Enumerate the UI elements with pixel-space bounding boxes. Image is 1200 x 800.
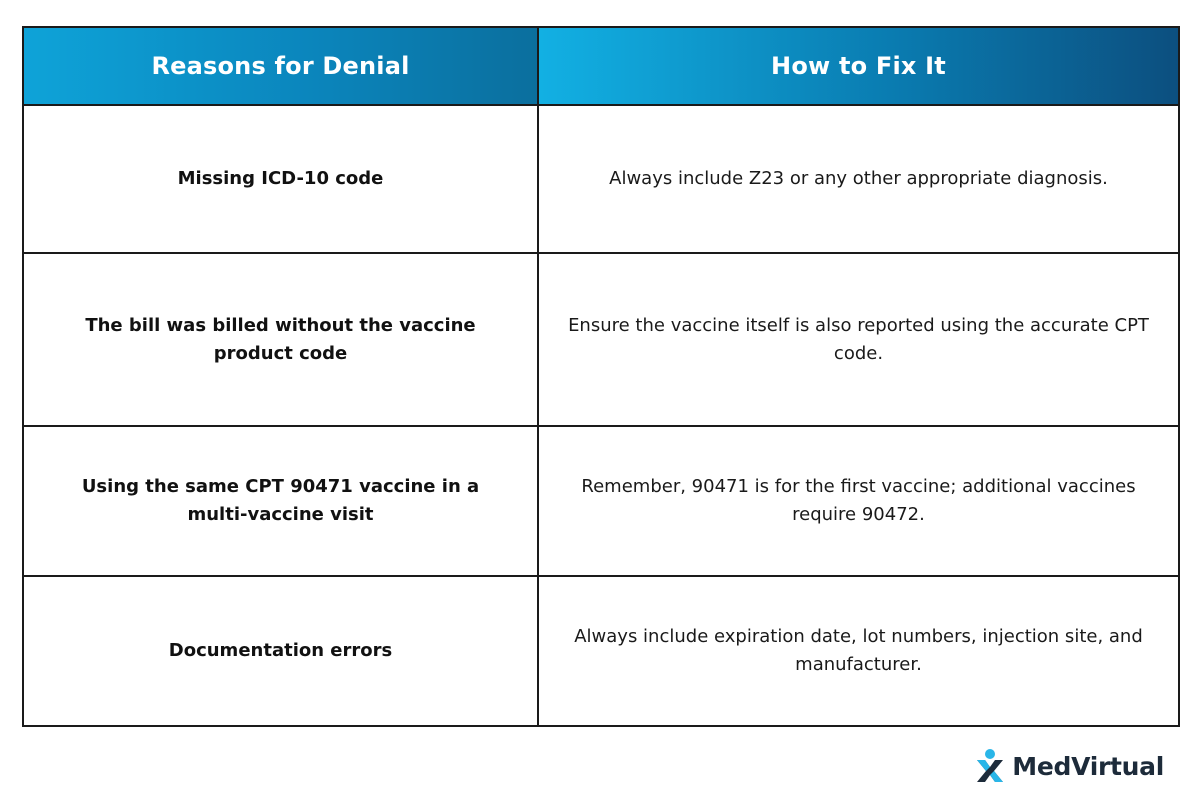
fix-cell: Ensure the vaccine itself is also reported using the accurate CPT code. bbox=[538, 253, 1179, 426]
fix-cell: Always include Z23 or any other appropriate diagnosis. bbox=[538, 105, 1179, 253]
table-row bbox=[23, 576, 1179, 726]
table-row bbox=[23, 253, 1179, 426]
medvirtual-logo bbox=[974, 744, 1164, 788]
denial-reason-cell: Missing ICD-10 code bbox=[23, 105, 538, 253]
fix-cell: Always include expiration date, lot numbers, injection site, and manufacturer. bbox=[538, 576, 1179, 726]
header-reasons-for-denial: Reasons for Denial bbox=[23, 27, 538, 105]
fix-cell: Remember, 90471 is for the first vaccine; additional vaccines require 90472. bbox=[538, 426, 1179, 576]
table-header-row bbox=[23, 27, 1179, 105]
brand-name: MedVirtual bbox=[1012, 751, 1164, 781]
header-how-to-fix-it: How to Fix It bbox=[538, 27, 1179, 105]
table-row bbox=[23, 105, 1179, 253]
table-row bbox=[23, 426, 1179, 576]
denial-reason-cell: Documentation errors bbox=[23, 576, 538, 726]
denial-reason-cell: The bill was billed without the vaccine product code bbox=[23, 253, 538, 426]
denial-reason-cell: Using the same CPT 90471 vaccine in a multi-vaccine visit bbox=[23, 426, 538, 576]
denial-reasons-table bbox=[22, 26, 1180, 727]
medvirtual-cross-icon bbox=[974, 748, 1006, 784]
